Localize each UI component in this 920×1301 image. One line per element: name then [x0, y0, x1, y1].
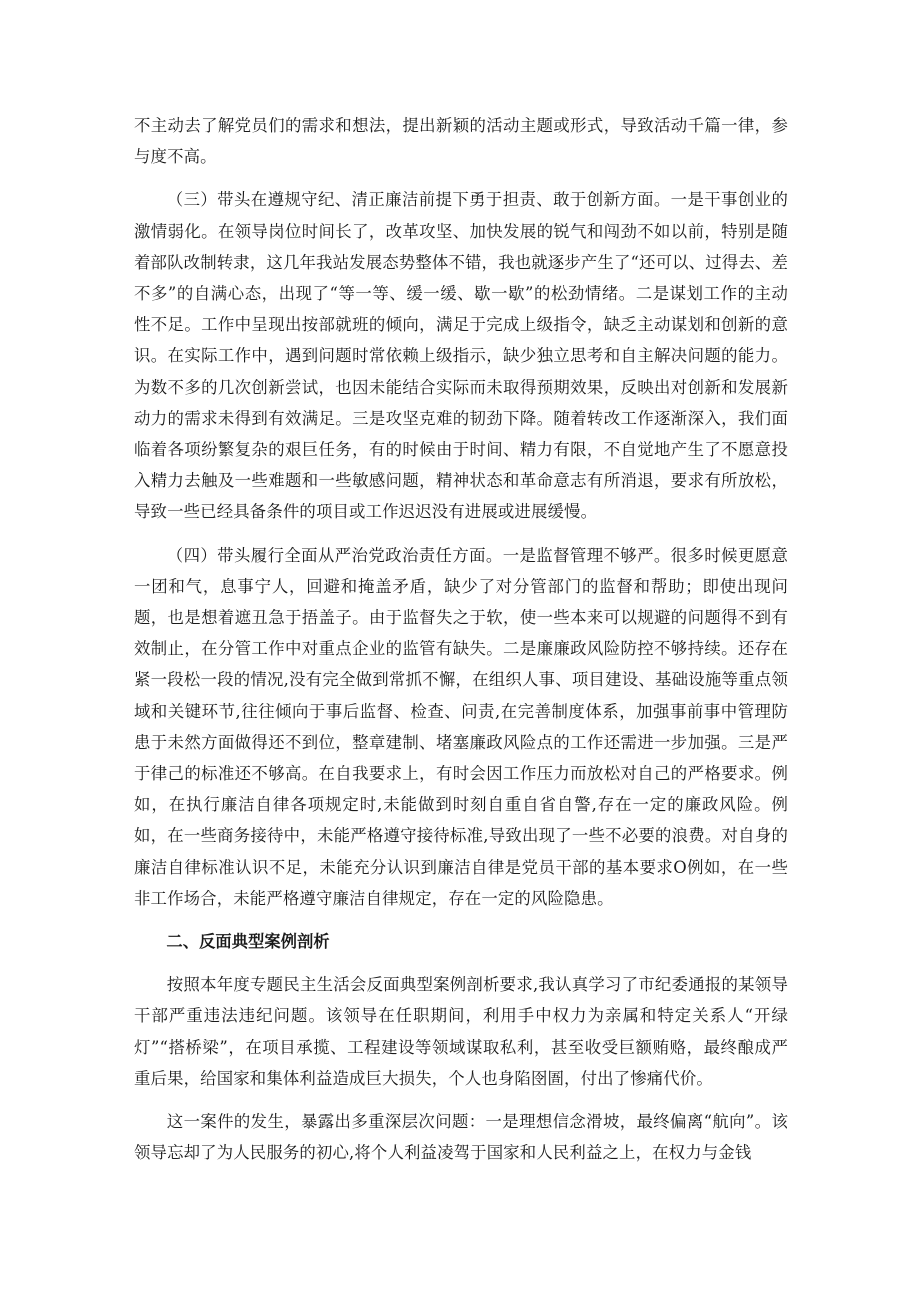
- section-heading-case-analysis: 二、反面典型案例剖析: [166, 932, 330, 952]
- document-body: [134, 110, 788, 1169]
- case-intro-paragraph: 按照本年度专题民主生活会反面典型案例剖析要求,我认真学习了市纪委通报的某领导干部严重违法违纪问题。该领导在任职期间，利用手中权力为亲属和特定关系人“开绿灯”“搭桥梁”，在项目承揽、工程建设等领域谋取私利，甚至收受巨额贿赂，最终酿成严重后果，给国家和集体利益造成巨大损失，个人也身陷囹圄，付出了惨痛代价。: [134, 975, 788, 1088]
- section-four-paragraph: （四）带头履行全面从严治党政治责任方面。一是监督管理不够严。很多时候更愿意一团和气，息事宁人，回避和掩盖矛盾，缺少了对分管部门的监督和帮助；即使出现问题，也是想着遮丑急于捂盖子。由于监督失之于软，使一些本来可以规避的问题得不到有效制止，在分管工作中对重点企业的监管有缺失。二是廉廉政风险防控不够持续。还存在紧一段松一段的情况,没有完全做到常抓不懈，在组织人事、项目建设、基础设施等重点领域和关键环节,往往倾向于事后监督、检查、问责,在完善制度体系，加强事前事中管理防患于未然方面做得还不到位，整章建制、堵塞廉政风险点的工作还需进一步加强。三是严于律己的标准还不够高。在自我要求上，有时会因工作压力而放松对自己的严格要求。例如，在执行廉洁自律各项规定时,未能做到时刻自重自省自警,存在一定的廉政风险。例如，在一些商务接待中，未能严格遵守接待标准,导致出现了一些不必要的浪费。对自身的廉洁自律标准认识不足，未能充分认识到廉洁自律是党员干部的基本要求O例如，在一些非工作场合，未能严格遵守廉洁自律规定，存在一定的风险隐患。: [134, 545, 788, 908]
- continuation-paragraph: 不主动去了解党员们的需求和想法，提出新颖的活动主题或形式，导致活动千篇一律，参与度不高。: [134, 116, 788, 167]
- section-three-paragraph: （三）带头在遵规守纪、清正廉洁前提下勇于担责、敢于创新方面。一是干事创业的激情弱化。在领导岗位时间长了，改革攻坚、加快发展的锐气和闯劲不如以前，特别是随着部队改制转隶，这几年我站发展态势整体不错，我也就逐步产生了“还可以、过得去、差不多”的自满心态，出现了“等一等、缓一缓、歇一歇”的松劲情绪。二是谋划工作的主动性不足。工作中呈现出按部就班的倾向，满足于完成上级指令，缺乏主动谋划和创新的意识。在实际工作中，遇到问题时常依赖上级指示，缺少独立思考和自主解决问题的能力。为数不多的几次创新尝试，也因未能结合实际而未取得预期效果，反映出对创新和发展新动力的需求未得到有效满足。三是攻坚克难的韧劲下降。随着转改工作逐渐深入，我们面临着各项纷繁复杂的艰巨任务，有的时候由于时间、精力有限，不自觉地产生了不愿意投入精力去触及一些难题和一些敏感问题，精神状态和革命意志有所消退，要求有所放松，导致一些已经具备条件的项目或工作迟迟没有进展或进展缓慢。: [134, 190, 788, 522]
- case-analysis-paragraph: 这一案件的发生，暴露出多重深层次问题：一是理想信念滑坡，最终偏离“航向”。该领导忘却了为人民服务的初心,将个人利益凌驾于国家和人民利益之上，在权力与金钱: [134, 1112, 788, 1163]
